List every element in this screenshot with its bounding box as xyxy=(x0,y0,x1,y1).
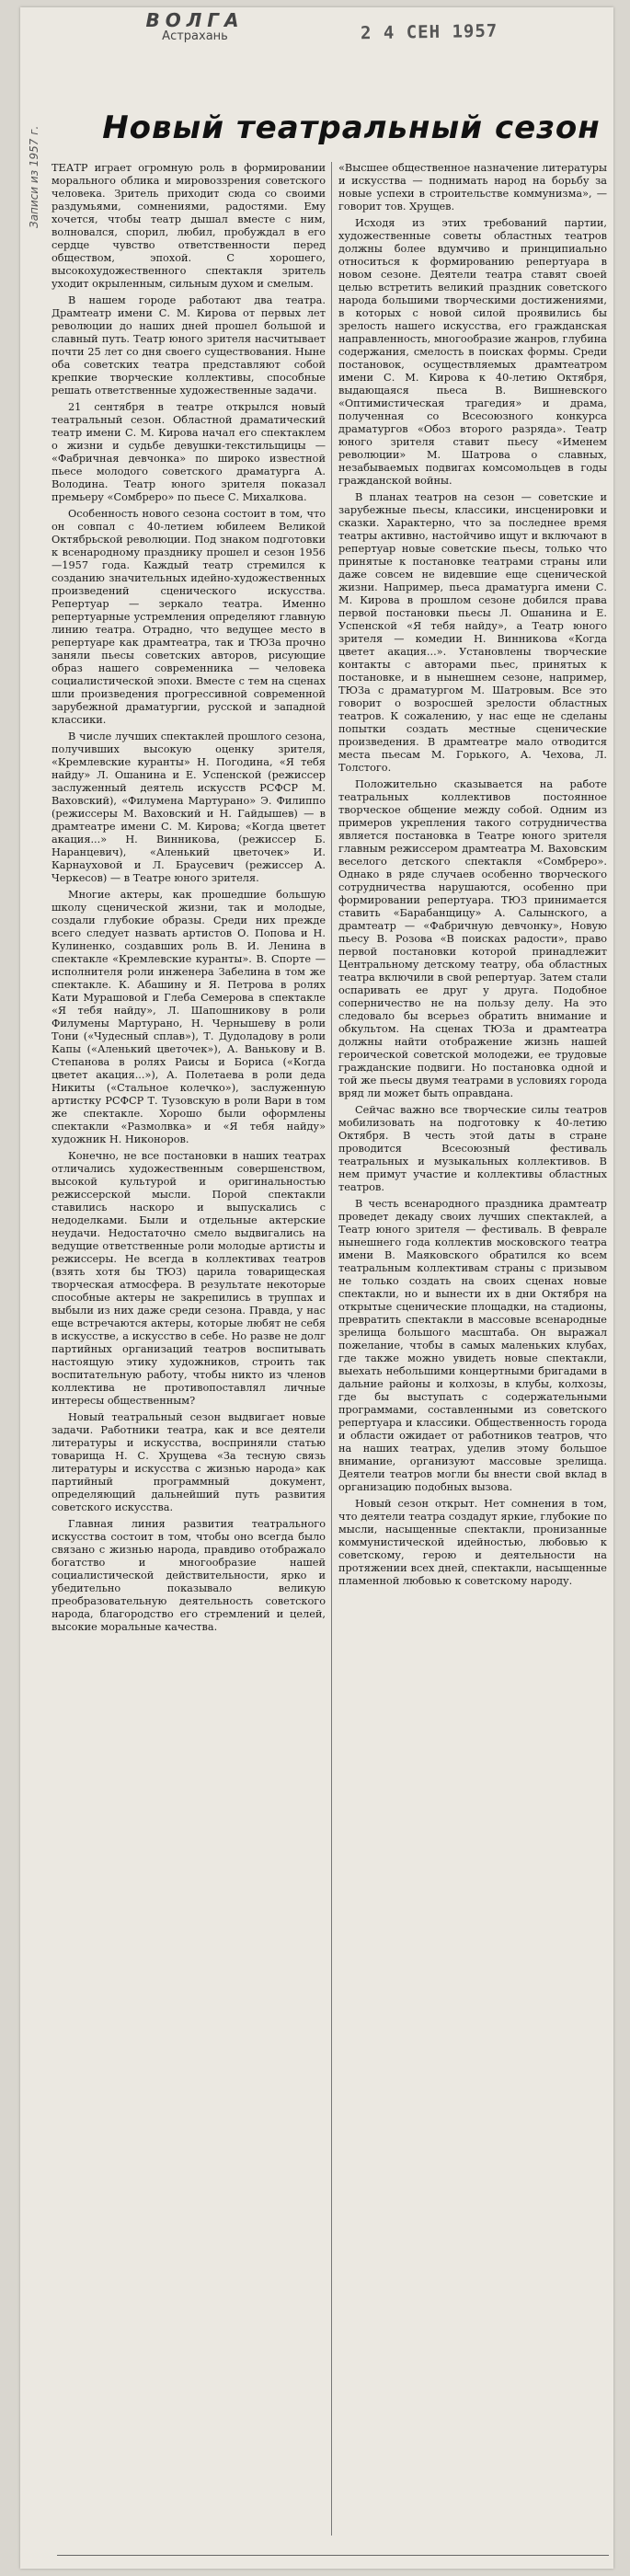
article-paragraph: В числе лучших спектаклей прошлого сезона, получивших высокую оценку зрителя, «Кремлевские куранты» Н. Погодина, «Я тебя найду» Л. Ошанина и Е. Успенской (режиссер заслуженный деятель искусств РСФСР М. Ваховский), «Филумена Мартурано» Э. Филиппо (режиссеры М. Ваховский и Н. Гайдышев) — в драмтеатре имени С. М. Кирова; «Когда цветет акация...» Н. Винникова, (режиссер Б. Наранцевич), «Аленький цветочек» И. Карнауховой и Л. Браусевич (режиссер А. Черкесов) — в Театре юного зрителя. xyxy=(52,730,326,884)
date-stamp: 2 4 СЕН 1957 xyxy=(360,20,498,44)
article-paragraph: Главная линия развития театрального искусства состоит в том, чтобы оно всегда было связано с жизнью народа, правдиво отображало богатство и многообразие нашей социалистической действительности, ярко и убедительно показывало великую преобразовательную деятельность советского народа, благородство его стремлений и целей, высокие моральные качества. xyxy=(52,1518,326,1633)
article-column-left xyxy=(52,162,326,2554)
article-paragraph: Особенность нового сезона состоит в том, что он совпал с 40-летием юбилеем Великой Октябрьской революции. Под знаком подготовки к всенародному празднику прошел и сезон 1956—1957 года. Каждый театр стремился к созданию значительных идейно-художественных произведений сценического искусства. Репертуар — зеркало театра. Именно репертуарные устремления определяют главную линию театра. Отрадно, что ведущее место в репертуаре как драмтеатра, так и ТЮЗа прочно заняли пьесы советских авторов, рисующие образ нашего современника — человека социалистической эпохи. Вместе с тем на сценах шли произведения прогрессивной современной зарубежной драматургии, русской и западной классики. xyxy=(52,508,326,726)
article-paragraph: Конечно, не все постановки в наших театрах отличались художественным совершенством, высокой культурой и оригинальностью режиссерской мысли. Порой спектакли ставились наскоро и выпускались с недоделками. Были и отдельные актерские неудачи. Недостаточно смело выдвигались на ведущие ответственные роли молодые артисты и режиссеры. Не всегда в коллективах театров (взять хотя бы ТЮЗ) царила товарищеская творческая атмосфера. В результате некоторые способные актеры не закрепились в труппах и выбыли из них даже среди сезона. Правда, у нас еще встречаются актеры, которые любят не себя в искусстве, а искусство в себе. Но разве не долг партийных организаций театров воспитывать настоящую этику художников, строить так воспитательную работу, чтобы никто из членов коллектива не противопоставлял личные интересы общественным? xyxy=(52,1150,326,1407)
article-paragraph: В честь всенародного праздника драмтеатр проведет декаду своих лучших спектаклей, а Театр юного зрителя — фестиваль. В феврале нынешнего года коллектив московского театра имени В. Маяковского обратился ко всем театральным коллективам страны с призывом не только создать на своих сценах новые спектакли, но и вынести их в дни Октября на открытые сценические площадки, на стадионы, превратить спектакли в массовые всенародные зрелища большого масштаба. Он выражал пожелание, чтобы в самых маленьких клубах, где также можно увидеть новые спектакли, выехать небольшими концертными бригадами в дальние районы и колхозы, в клубы, колхозы, где бы выступать с содержательными программами, составленными из советского репертуара и классики. Общественность города и области ожидает от работников театров, что на наших театрах, уделив этому большое внимание, организуют массовые зрелища. Деятели театров могли бы внести свой вклад в организацию подобных вызова. xyxy=(338,1198,607,1493)
article-headline: Новый театральный сезон xyxy=(102,109,601,146)
article-paragraph: Новый сезон открыт. Нет сомнения в том, что деятели театра создадут яркие, глубокие по мысли, насыщенные спектакли, пронизанные коммунистической идейностью, любовью к советскому, герою и деятельности на протяжении всех дней, спектакли, насыщенные пламенной любовью к советскому народу. xyxy=(338,1498,607,1587)
article-paragraph: Многие актеры, как прошедшие большую школу сценической жизни, так и молодые, создали глубокие образы. Среди них прежде всего следует назвать артистов О. Попова и Н. Кулиненко, создавших роль В. И. Ленина в спектакле «Кремлевские куранты». В. Спорте — исполнителя роли инженера Забелина в том же спектакле. К. Абашину и Я. Петрова в ролях Кати Мурашовой и Глеба Семерова в спектакле «Я тебя найду», Л. Шапошникову в роли Филумены Мартурано, Н. Чернышеву в роли Тони («Чудесный сплав»), Т. Дудоладову в роли Капы («Аленький цветочек»), А. Ванькову и В. Степанова в ролях Раисы и Бориса («Когда цветет акация...»), А. Полетаева в роли деда Никиты («Стальное колечко»), заслуженную артистку РСФСР Т. Тузовскую в роли Вари в том же спектакле. Хорошо были оформлены спектакли «Размолвка» и «Я тебя найду» художник Н. Никоноров. xyxy=(52,889,326,1145)
column-divider xyxy=(331,162,332,2536)
bottom-rule xyxy=(57,2555,609,2556)
article-column-right xyxy=(338,162,607,2554)
article-paragraph: В нашем городе работают два театра. Драмтеатр имени С. М. Кирова от первых лет революции до наших дней прошел большой и славный путь. Театр юного зрителя насчитывает почти 25 лет со дня своего существования. Ныне оба советских театра представляют собой крепкие творческие коллективы, способные решать ответственные художественные задачи. xyxy=(52,294,326,397)
article-paragraph: ТЕАТР играет огромную роль в формировании морального облика и мировоззрения советского человека. Зритель приходит сюда со своими раздумьями, сомнениями, радостями. Ему хочется, чтобы театр дышал вместе с ним, волновался, спорил, любил, пробуждал в его сердце чувство ответственности перед обществом, эпохой. С хорошего, высокохудожественного спектакля зритель уходит окрыленным, сильным духом и смелым. xyxy=(52,162,326,290)
article-paragraph: Новый театральный сезон выдвигает новые задачи. Работники театра, как и все деятели литературы и искусства, восприняли статью товарища Н. С. Хрущева «За тесную связь литературы и искусства с жизнью народа» как партийный программный документ, определяющий дальнейший путь развития советского искусства. xyxy=(52,1411,326,1513)
article-paragraph: В планах театров на сезон — советские и зарубежные пьесы, классики, инсценировки и сказки. Характерно, что за последнее время театры активно, настойчиво ищут и включают в репертуар новые советские пьесы, только что принятые к постановке театрами страны или даже совсем не видевшие еще сценической жизни. Например, пьеса драматурга имени С. М. Кирова в прошлом сезоне добился права первой постановки пьесы Л. Ошанина и Е. Успенской «Я тебя найду», а Театр юного зрителя — комедии Н. Винникова «Когда цветет акация...». Установлены творческие контакты с авторами пьес, принятых к постановке, и в нынешнем сезоне, например, ТЮЗа с драматургом М. Шатровым. Все это говорит о возросшей зрелости областных театров. К сожалению, у нас еще не сделаны попытки создать местные сценические произведения. В драмтеатре мало отводится места пьесам М. Горького, А. Чехова, Л. Толстого. xyxy=(338,491,607,774)
masthead-city: Астрахань xyxy=(162,29,228,43)
masthead-title: ВОЛГА xyxy=(145,9,245,31)
article-paragraph: «Высшее общественное назначение литературы и искусства — поднимать народ на борьбу за новые успехи в строительстве коммунизма», — говорит тов. Хрущев. xyxy=(338,162,607,213)
article-paragraph: Исходя из этих требований партии, художественные советы областных театров должны более вдумчиво и принципиально относиться к формированию репертуара в новом сезоне. Деятели театра ставят своей целью встретить великий праздник советского народа большими творческими достижениями, в которых с новой силой проявились бы зрелость нашего искусства, его гражданская направленность, многообразие жанров, глубина содержания, смелость в поисках формы. Среди постановок, осуществляемых драмтеатром имени С. М. Кирова к 40-летию Октября, выдающаяся пьеса В. Вишневского «Оптимистическая трагедия» и драма, полученная со Всесоюзного конкурса драматургов «Обоз второго разряда». Театр юного зрителя ставит пьесу «Именем революции» М. Шатрова о славных, незабываемых подвигах комсомольцев в годы гражданской войны. xyxy=(338,217,607,487)
article-paragraph: Положительно сказывается на работе театральных коллективов постоянное творческое общение между собой. Одним из примеров укрепления такого сотрудничества является постановка в Театре юного зрителя главным режиссером драмтеатра М. Ваховским веселого детского спектакля «Сомбреро». Однако в ряде случаев особенно творческого сотрудничества нарушаются, особенно при формировании репертуара. ТЮЗ принимается ставить «Барабанщицу» А. Салынского, а драмтеатр — «Фабричную девчонку», Новую пьесу В. Розова «В поисках радости», право первой постановки которой принадлежит Центральному детскому театру, оба областных театра включили в свой репертуар. Затем стали оспаривать ее друг у друга. Подобное соперничество не на пользу делу. На это следовало бы всерьез обратить внимание и обкультом. На сценах ТЮЗа и драмтеатра должны найти отображение жизнь нашей героической советской молодежи, ее трудовые гражданские подвиги. Но постановка одной и той же пьесы двумя театрами в условиях города вряд ли может быть оправдана. xyxy=(338,778,607,1099)
newspaper-masthead xyxy=(131,9,259,44)
handwritten-side-note: Записи из 1957 г. xyxy=(28,125,40,228)
article-paragraph: Сейчас важно все творческие силы театров мобилизовать на подготовку к 40-летию Октября. В честь этой даты в стране проводится Всесоюзный фестиваль театральных и музыкальных коллективов. В нем примут участие и коллективы областных театров. xyxy=(338,1104,607,1193)
article-paragraph: 21 сентября в театре открылся новый театральный сезон. Областной драматический театр имени С. М. Кирова начал его спектаклем о жизни и судьбе девушки-текстильщицы — «Фабричная девчонка» по широко известной пьесе молодого советского драматурга А. Володина. Театр юного зрителя показал премьеру «Сомбреро» по пьесе С. Михалкова. xyxy=(52,401,326,503)
newspaper-clipping xyxy=(20,7,613,2569)
